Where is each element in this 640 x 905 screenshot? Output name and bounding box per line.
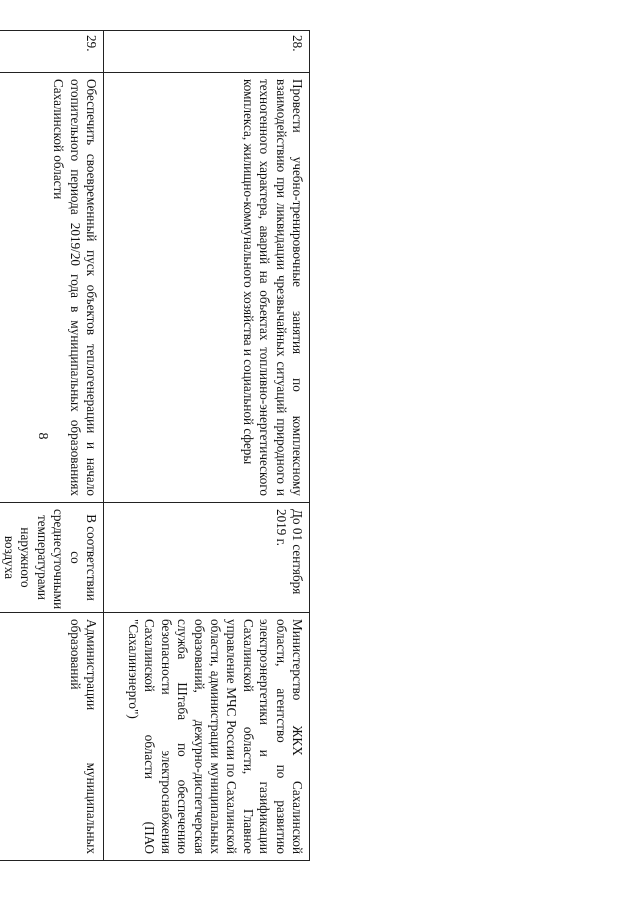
- measures-table: [0, 30, 310, 861]
- responsible-text: Министерство ЖКХ Сахалинской области, агентство по развитию электроэнергетики и газификации Сахалинской области, Главное управление МЧС России по Сахалинской области, администрации муниципальных образований, дежурно-диспетчерская служба Штаба по обеспечению безопасности электроснабжения Сахалинской области (ПАО "Сахалинэнерго"): [104, 613, 310, 861]
- page-number: 8: [35, 432, 50, 440]
- task-text: Провести учебно-тренировочные занятия по комплексному взаимодействию при ликвидации чрезвычайных ситуаций природного и техногенного характера, аварий на объектах топливно-энергетического комплекса, жилищно-коммунального хозяйства и социальной сферы: [104, 73, 310, 503]
- row-number: 29.: [0, 31, 104, 73]
- responsible-text: Администрации муниципальных образований: [0, 613, 104, 861]
- table-row: [0, 31, 104, 861]
- rotated-page-content: [0, 30, 310, 860]
- deadline-text: До 01 сентября 2019 г.: [104, 503, 310, 613]
- task-text: Обеспечить своевременный пуск объектов теплогенерации и начало отопительного периода 2019/20 года в муниципальных образованиях Сахалинской области: [0, 73, 104, 503]
- table-row: [104, 31, 310, 861]
- row-number: 28.: [104, 31, 310, 73]
- deadline-text: В соответствии со среднесуточными температурами наружного воздуха: [0, 503, 104, 613]
